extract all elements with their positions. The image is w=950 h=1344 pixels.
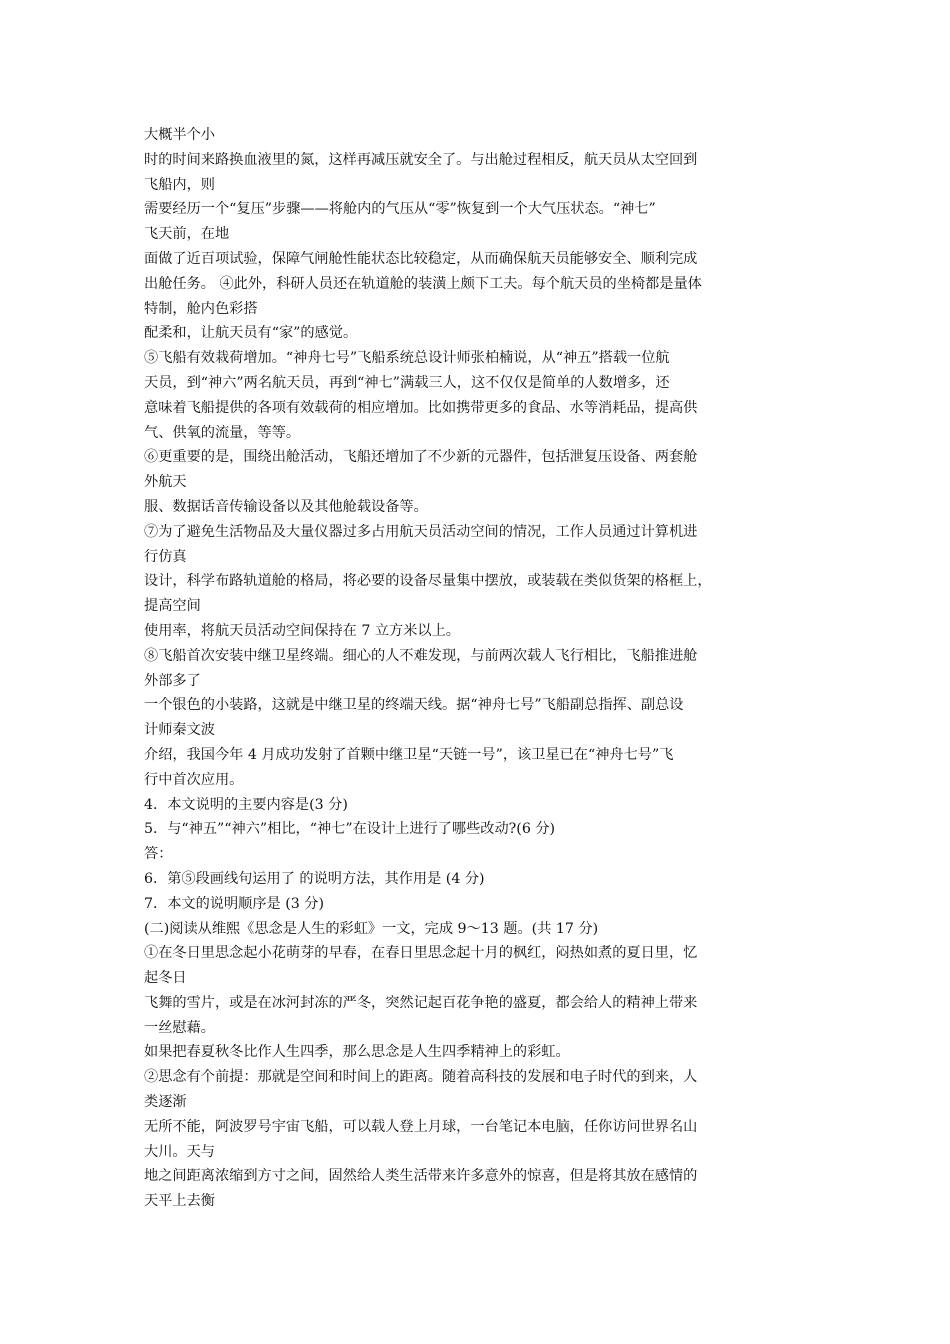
text-line: 天员，到“神六”两名航天员，再到“神七”满载三人，这不仅仅是简单的人数增多，还 [144, 374, 670, 391]
text-line: 服、数据话音传输设备以及其他舱载设备等。 [144, 498, 428, 515]
document-body [144, 123, 814, 1214]
text-line: 设计，科学布路轨道舱的格局，将必要的设备尽量集中摆放，或装载在类似货架的格框上， [144, 573, 712, 590]
text-line: 大川。天与 [144, 1143, 215, 1160]
text-line: 面做了近百项试验，保障气闸舱性能状态比较稳定，从而确保航天员能够安全、顺利完成 [144, 250, 698, 267]
text-line: 外部多了 [144, 672, 201, 689]
text-line: ①在冬日里思念起小花萌芽的早春，在春日里思念起十月的枫红，闷热如煮的夏日里，忆 [144, 945, 698, 962]
text-line: ⑥更重要的是，围绕出舱活动，飞船还增加了不少新的元器件，包括泄复压设备、两套舱 [144, 449, 698, 466]
text-line: ⑤飞船有效栽荷增加。“神舟七号”飞船系统总设计师张柏楠说，从“神五”搭载一位航 [144, 350, 670, 367]
text-line: ②思念有个前提：那就是空间和时间上的距离。随着高科技的发展和电子时代的到来，人 [144, 1069, 698, 1086]
text-line: 类逐渐 [144, 1094, 187, 1111]
text-line: 飞舞的雪片，或是在冰河封冻的严冬，突然记起百花争艳的盛夏，都会给人的精神上带来 [144, 994, 698, 1011]
text-line: ⑦为了避免生活物品及大量仪器过多占用航天员活动空间的情况，工作人员通过计算机进 [144, 523, 698, 540]
text-line: ⑧飞船首次安装中继卫星终端。细心的人不难发现，与前两次载人飞行相比，飞船推进舱 [144, 647, 698, 664]
text-line: 出舱任务。 ④此外，科研人员还在轨道舱的装潢上颇下工夫。每个航天员的坐椅都是量体 [144, 275, 702, 292]
text-line: 无所不能，阿波罗号宇宙飞船，可以载人登上月球，一台笔记本电脑，任你访问世界名山 [144, 1118, 698, 1135]
question-4: 4．本文说明的主要内容是(3 分) [144, 796, 348, 813]
text-line: 外航天 [144, 474, 187, 491]
text-line: 介绍，我国今年 4 月成功发射了首颗中继卫星“天链一号”，该卫星已在“神舟七号”飞 [144, 746, 674, 763]
section-heading: (二)阅读从维熙《思念是人生的彩虹》一文，完成 9～13 题。(共 17 分) [144, 920, 599, 937]
question-5: 5．与“神五”“神六”相比，“神七”在设计上进行了哪些改动?(6 分) [144, 821, 556, 838]
text-line: 气、供氧的流量，等等。 [144, 424, 301, 441]
text-line: 计师秦文波 [144, 722, 215, 739]
question-6: 6．第⑤段画线句运用了 的说明方法，其作用是 (4 分) [144, 870, 485, 887]
text-line: 一丝慰藉。 [144, 1019, 215, 1036]
text-line: 意味着飞船提供的各项有效载荷的相应增加。比如携带更多的食品、水等消耗品，提高供 [144, 399, 698, 416]
text-line: 起冬日 [144, 970, 187, 987]
text-line: 地之间距离浓缩到方寸之间，固然给人类生活带来许多意外的惊喜，但是将其放在感情的 [144, 1168, 698, 1185]
text-line: 配柔和，让航天员有“家”的感觉。 [144, 325, 358, 342]
text-line: 行中首次应用。 [144, 771, 244, 788]
text-line: 时的时间来路换血液里的氮，这样再减压就安全了。与出舱过程相反，航天员从太空回到 [144, 151, 698, 168]
text-line: 一个银色的小装路，这就是中继卫星的终端天线。据“神舟七号”飞船副总指挥、副总设 [144, 697, 684, 714]
text-line: 特制，舱内色彩搭 [144, 300, 258, 317]
text-line: 如果把春夏秋冬比作人生四季，那么思念是人生四季精神上的彩虹。 [144, 1044, 570, 1061]
text-line: 飞船内，则 [144, 176, 215, 193]
text-line: 需要经历一个“复压”步骤——将舱内的气压从“零”恢复到一个大气压状态。“神七” [144, 201, 656, 218]
question-7: 7．本文的说明顺序是 (3 分) [144, 895, 325, 912]
text-line: 飞天前，在地 [144, 226, 230, 243]
text-line: 提高空间 [144, 598, 201, 615]
text-line: 大概半个小 [144, 127, 215, 143]
text-line: 使用率，将航天员活动空间保持在 7 立方米以上。 [144, 622, 460, 639]
text-line: 天平上去衡 [144, 1193, 215, 1210]
text-line: 行仿真 [144, 548, 187, 565]
answer-label: 答： [144, 846, 173, 863]
